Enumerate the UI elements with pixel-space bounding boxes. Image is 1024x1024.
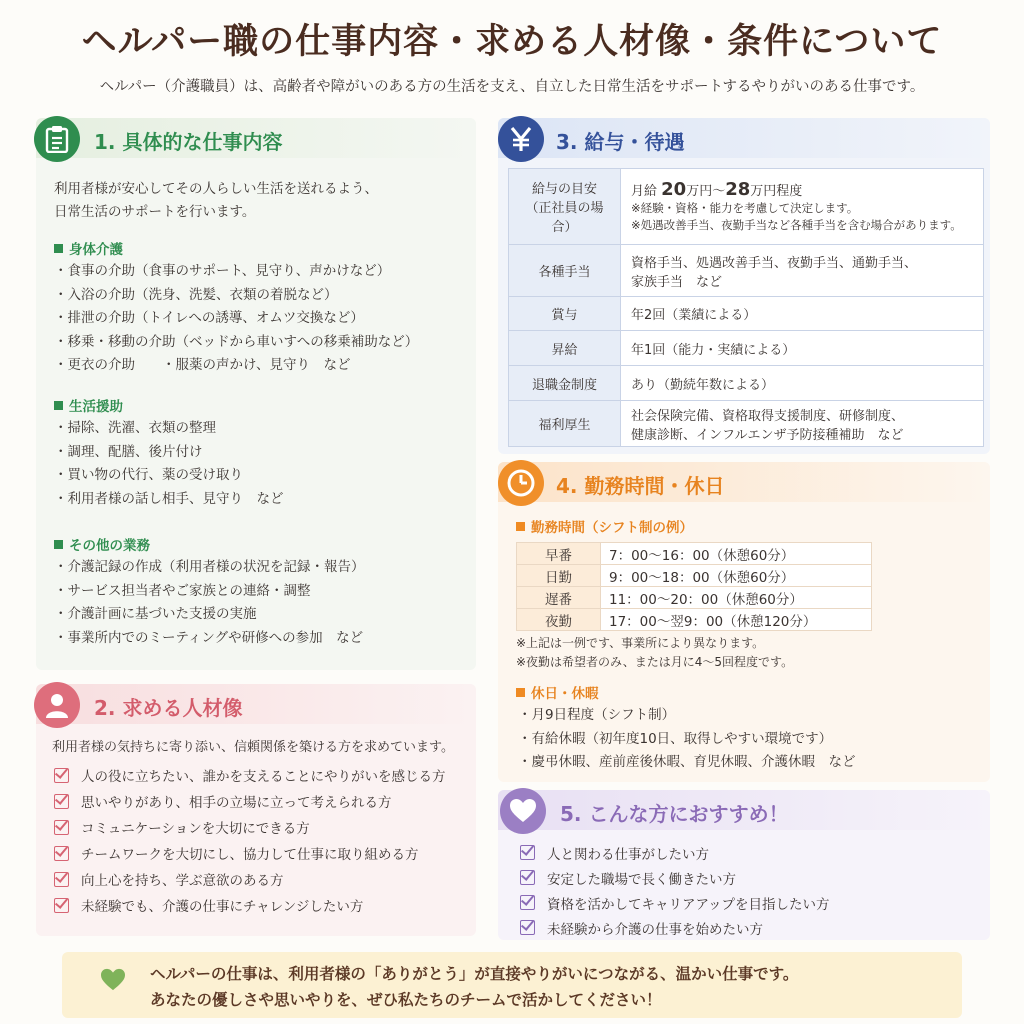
group-title: その他の業務 (54, 534, 150, 554)
page-title: ヘルパー職の仕事内容・求める人材像・条件について (81, 22, 943, 62)
checkbox-icon (54, 898, 69, 913)
table-row (517, 587, 872, 609)
checkbox-icon (520, 895, 535, 910)
list-item: ・入浴の介助（洗身、洗髪、衣類の着脱など） (54, 286, 338, 303)
table-key: 退職金制度 (509, 366, 621, 401)
footer-message (62, 952, 962, 1018)
list-item: ・食事の介助（食事のサポート、見守り、声かけなど） (54, 263, 391, 279)
list-item: コミュニケーションを大切にできる方 (54, 814, 446, 840)
list-item: ・調理、配膳、後片付け (54, 443, 203, 460)
list-item: 未経験から介護の仕事を始めたい方 (520, 915, 830, 940)
section-salary (498, 118, 990, 454)
section-heading: 3. 給与・待遇 (556, 130, 685, 154)
list-item: ・サービス担当者やご家族との連絡・調整 (54, 582, 311, 599)
footer-line: ヘルパーの仕事は、利用者様の「ありがとう」が直接やりがいにつながる、温かい仕事です。 (150, 965, 799, 983)
list-item: ・事業所内でのミーティングや研修への参加 など (54, 629, 364, 646)
note-text: ※上記は一例です、事業所により異なります。 (516, 636, 765, 650)
table-row (509, 245, 984, 297)
clipboard-icon (34, 116, 80, 162)
list-item: 未経験でも、介護の仕事にチャレンジしたい方 (54, 892, 446, 918)
group-title: 勤務時間（シフト制の例） (516, 516, 693, 536)
list-item: 向上心を持ち、学ぶ意欲のある方 (54, 866, 446, 892)
section-heading: 4. 勤務時間・休日 (556, 474, 725, 498)
holiday-list (518, 704, 856, 775)
shift-table (516, 542, 872, 631)
list-item: ・掃除、洗濯、衣類の整理 (54, 420, 216, 436)
list-item: ・月9日程度（シフト制） (518, 707, 676, 723)
checkbox-icon (54, 820, 69, 835)
list-item: ・慶弔休暇、産前産後休暇、育児休暇、介護休暇 など (518, 754, 856, 770)
table-key: 各種手当 (509, 245, 621, 297)
group-title: 休日・休暇 (516, 682, 599, 702)
checkbox-icon (520, 870, 535, 885)
shift-time: 9：00〜18：00（休憩60分） (601, 565, 872, 587)
salary-table (508, 168, 984, 447)
table-value: 社会保険完備、資格取得支援制度、研修制度、 健康診断、インフルエンザ予防接種補助 など (621, 401, 984, 447)
shift-name: 夜勤 (517, 609, 601, 631)
person-icon (34, 682, 80, 728)
list-item: ・介護記録の作成（利用者様の状況を記録・報告） (54, 559, 365, 575)
group-title: 生活援助 (54, 395, 123, 415)
intro-text: 利用者様が安心してその人らしい生活を送れるよう、 (54, 181, 378, 197)
shift-time: 17：00〜翌9：00（休憩120分） (601, 609, 872, 631)
heart-icon (100, 968, 126, 996)
table-row (517, 543, 872, 565)
table-value: あり（勤続年数による） (621, 366, 984, 401)
list-item: 安定した職場で長く働きたい方 (520, 865, 830, 890)
checkbox-icon (54, 768, 69, 783)
table-value: 年1回（能力・実績による） (621, 331, 984, 366)
section-recommended (498, 790, 990, 940)
checkbox-icon (54, 846, 69, 861)
list-item: ・更衣の介助 ・服薬の声かけ、見守り など (54, 357, 351, 373)
list-item: 人と関わる仕事がしたい方 (520, 840, 830, 865)
task-list (54, 556, 365, 650)
section-heading: 1. 具体的な仕事内容 (94, 130, 283, 154)
table-row (509, 297, 984, 331)
group-title: 身体介護 (54, 238, 123, 258)
table-value: 年2回（業績による） (621, 297, 984, 331)
checkbox-icon (520, 920, 535, 935)
recommend-list (520, 840, 830, 940)
section-heading: 2. 求める人材像 (94, 696, 243, 720)
list-item: ・買い物の代行、薬の受け取り (54, 467, 243, 483)
table-key: 給与の目安 （正社員の場合） (509, 169, 621, 245)
list-item: 思いやりがあり、相手の立場に立って考えられる方 (54, 788, 446, 814)
list-item: ・移乗・移動の介助（ベッドから車いすへの移乗補助など） (54, 333, 419, 350)
shift-time: 7：00〜16：00（休憩60分） (601, 543, 872, 565)
table-value: 月給 20万円〜28万円程度 ※経験・資格・能力を考慮して決定します。 ※処遇改善手当、夜勤手当など各種手当を含む場合があります。 (621, 169, 984, 245)
list-item: チームワークを大切にし、協力して仕事に取り組める方 (54, 840, 446, 866)
shift-time: 11：00〜20：00（休憩60分） (601, 587, 872, 609)
task-list (54, 417, 284, 511)
table-row (509, 169, 984, 245)
table-row (509, 366, 984, 401)
checkbox-icon (520, 845, 535, 860)
footer-line: あなたの優しさや思いやりを、ぜひ私たちのチームで活かしてください！ (150, 991, 662, 1009)
table-row (517, 609, 872, 631)
table-row (517, 565, 872, 587)
shift-name: 日勤 (517, 565, 601, 587)
heart-icon (500, 788, 546, 834)
section-heading: 5. こんな方におすすめ！ (560, 802, 789, 826)
list-item: ・有給休暇（初年度10日、取得しやすい環境です） (518, 730, 833, 747)
candidate-list (54, 762, 446, 918)
table-row (509, 331, 984, 366)
table-value: 資格手当、処遇改善手当、夜勤手当、通勤手当、 家族手当 など (621, 245, 984, 297)
task-list (54, 260, 418, 378)
section-job-content (36, 118, 476, 670)
table-key: 昇給 (509, 331, 621, 366)
list-item: ・介護計画に基づいた支援の実施 (54, 606, 257, 622)
intro-text: 利用者様の気持ちに寄り添い、信頼関係を築ける方を求めています。 (52, 740, 454, 755)
table-key: 福利厚生 (509, 401, 621, 447)
list-item: 資格を活かしてキャリアアップを目指したい方 (520, 890, 830, 915)
intro-text: 日常生活のサポートを行います。 (54, 204, 256, 220)
section-ideal-candidate (36, 684, 476, 936)
yen-icon (498, 116, 544, 162)
shift-name: 遅番 (517, 587, 601, 609)
table-key: 賞与 (509, 297, 621, 331)
shift-name: 早番 (517, 543, 601, 565)
checkbox-icon (54, 872, 69, 887)
section-hours-holidays (498, 462, 990, 782)
checkbox-icon (54, 794, 69, 809)
list-item: ・利用者様の話し相手、見守り など (54, 490, 284, 507)
list-item: 人の役に立ちたい、誰かを支えることにやりがいを感じる方 (54, 762, 446, 788)
page-subtitle: ヘルパー（介護職員）は、高齢者や障がいのある方の生活を支え、自立した日常生活をサポートするやりがいのある仕事です。 (99, 79, 925, 95)
list-item: ・排泄の介助（トイレへの誘導、オムツ交換など） (54, 310, 364, 326)
table-row (509, 401, 984, 447)
clock-icon (498, 460, 544, 506)
note-text: ※夜勤は希望者のみ、または月に4〜5回程度です。 (516, 655, 794, 669)
